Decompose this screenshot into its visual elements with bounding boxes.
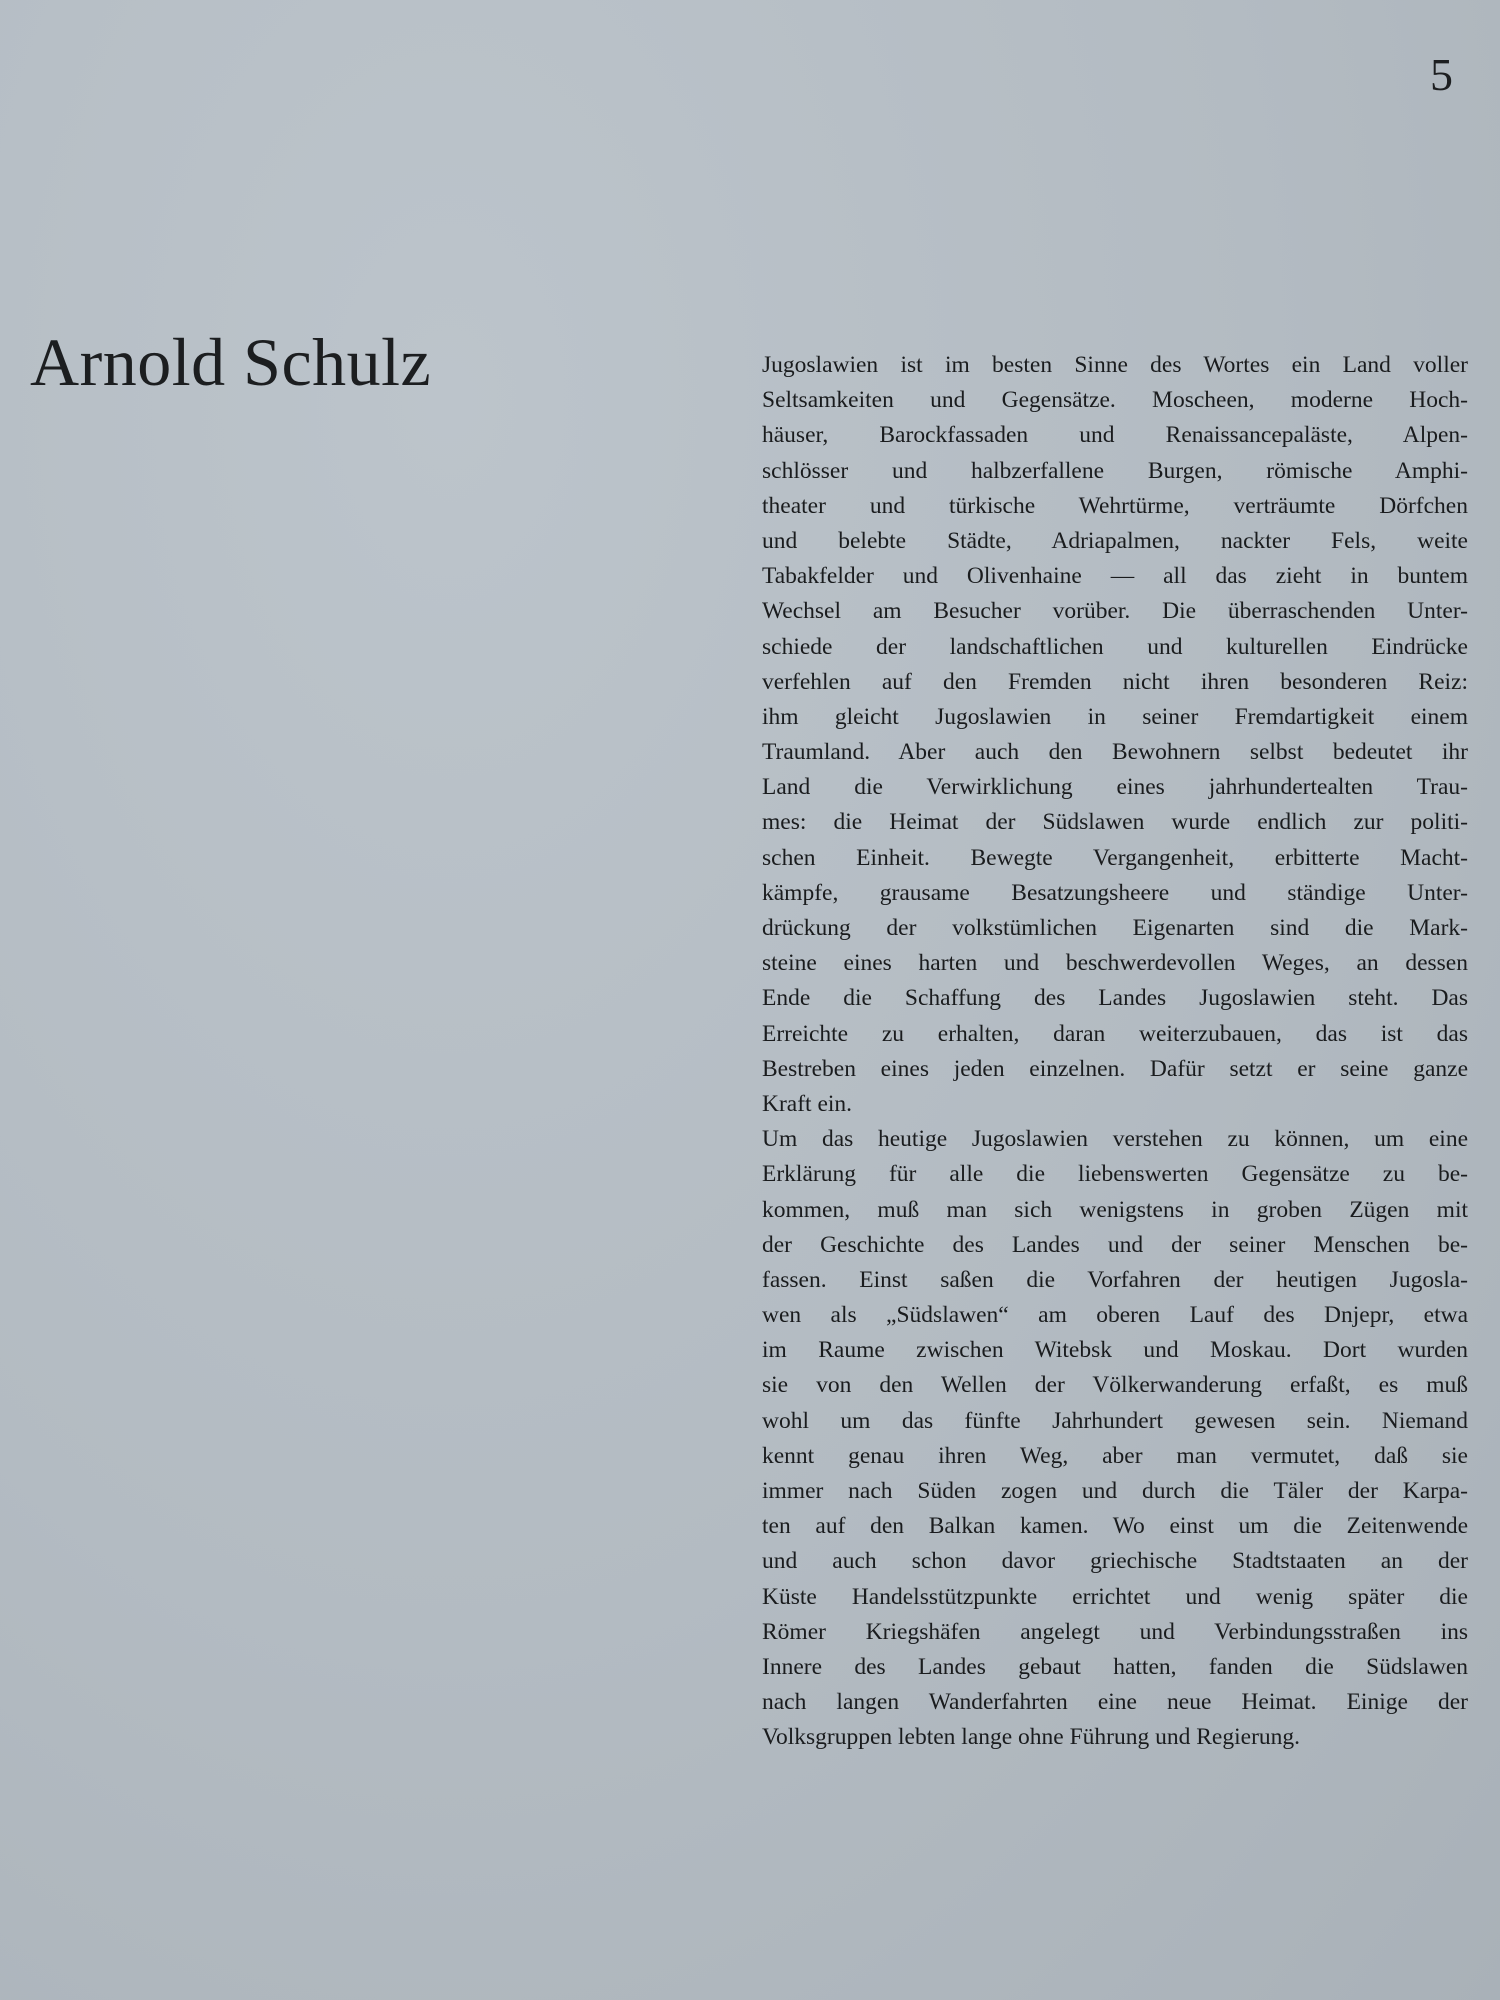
text-line: Erklärung für alle die liebenswerten Gegensätze zu be- bbox=[762, 1161, 1468, 1188]
text-line: verfehlen auf den Fremden nicht ihren besonderen Reiz: bbox=[762, 668, 1468, 695]
text-line: sie von den Wellen der Völkerwanderung erfaßt, es muß bbox=[762, 1372, 1468, 1399]
text-line: Wechsel am Besucher vorüber. Die überraschenden Unter- bbox=[762, 598, 1468, 625]
body-text bbox=[762, 348, 1468, 1756]
text-line: immer nach Süden zogen und durch die Täler der Karpa- bbox=[762, 1478, 1468, 1504]
text-line: Seltsamkeiten und Gegensätze. Moscheen, moderne Hoch- bbox=[762, 387, 1468, 414]
text-line: Land die Verwirklichung eines jahrhundertealten Trau- bbox=[762, 774, 1468, 801]
text-line: wohl um das fünfte Jahrhundert gewesen sein. Niemand bbox=[762, 1407, 1468, 1434]
text-line: im Raume zwischen Witebsk und Moskau. Dort wurden bbox=[762, 1337, 1468, 1364]
text-line: kämpfe, grausame Besatzungsheere und ständige Unter- bbox=[762, 879, 1468, 906]
text-line: Kraft ein. bbox=[762, 1090, 853, 1117]
text-line: Innere des Landes gebaut hatten, fanden die Südslawen bbox=[762, 1653, 1468, 1680]
text-line: Traumland. Aber auch den Bewohnern selbst bedeutet ihr bbox=[762, 739, 1468, 766]
text-line: ten auf den Balkan kamen. Wo einst um die Zeitenwende bbox=[762, 1513, 1468, 1540]
text-line: drückung der volkstümlichen Eigenarten sind die Mark- bbox=[762, 915, 1468, 941]
text-line: Erreichte zu erhalten, daran weiterzubauen, das ist das bbox=[762, 1020, 1468, 1047]
text-line: kommen, muß man sich wenigstens in groben Zügen mit bbox=[762, 1196, 1468, 1223]
text-line: theater und türkische Wehrtürme, verträumte Dörfchen bbox=[762, 492, 1468, 519]
text-line: Volksgruppen lebten lange ohne Führung und Regierung. bbox=[762, 1724, 1301, 1751]
paragraph bbox=[762, 1122, 1468, 1755]
text-line: steine eines harten und beschwerdevollen Weges, an dessen bbox=[762, 950, 1468, 977]
author-name: Arnold Schulz bbox=[30, 324, 432, 400]
text-line: schlösser und halbzerfallene Burgen, römische Amphi- bbox=[762, 457, 1468, 484]
page-number: 5 bbox=[1430, 49, 1453, 100]
text-line: nach langen Wanderfahrten eine neue Heimat. Einige der bbox=[762, 1689, 1468, 1716]
text-line: Tabakfelder und Olivenhaine — all das zieht in buntem bbox=[762, 563, 1468, 590]
text-line: Bestreben eines jeden einzelnen. Dafür setzt er seine ganze bbox=[762, 1055, 1468, 1082]
text-line: schen Einheit. Bewegte Vergangenheit, erbitterte Macht- bbox=[762, 844, 1468, 871]
text-line: häuser, Barockfassaden und Renaissancepaläste, Alpen- bbox=[762, 422, 1468, 449]
text-line: Küste Handelsstützpunkte errichtet und wenig später die bbox=[762, 1583, 1468, 1610]
text-line: der Geschichte des Landes und der seiner Menschen be- bbox=[762, 1231, 1468, 1258]
text-line: Um das heutige Jugoslawien verstehen zu können, um eine bbox=[762, 1126, 1468, 1153]
text-line: wen als „Südslawen“ am oberen Lauf des Dnjepr, etwa bbox=[762, 1302, 1468, 1329]
text-line: Römer Kriegshäfen angelegt und Verbindungsstraßen ins bbox=[762, 1618, 1468, 1645]
text-line: Jugoslawien ist im besten Sinne des Wortes ein Land voller bbox=[762, 352, 1468, 378]
text-line: kennt genau ihren Weg, aber man vermutet, daß sie bbox=[762, 1442, 1468, 1469]
text-line: ihm gleicht Jugoslawien in seiner Fremdartigkeit einem bbox=[762, 703, 1468, 730]
text-line: und belebte Städte, Adriapalmen, nackter Fels, weite bbox=[762, 527, 1468, 554]
text-line: Ende die Schaffung des Landes Jugoslawien steht. Das bbox=[762, 985, 1468, 1012]
paragraph bbox=[762, 348, 1468, 1122]
text-line: mes: die Heimat der Südslawen wurde endlich zur politi- bbox=[762, 809, 1468, 836]
text-line: und auch schon davor griechische Stadtstaaten an der bbox=[762, 1548, 1468, 1575]
text-line: schiede der landschaftlichen und kulturellen Eindrücke bbox=[762, 633, 1468, 660]
text-line: fassen. Einst saßen die Vorfahren der heutigen Jugosla- bbox=[762, 1266, 1468, 1293]
